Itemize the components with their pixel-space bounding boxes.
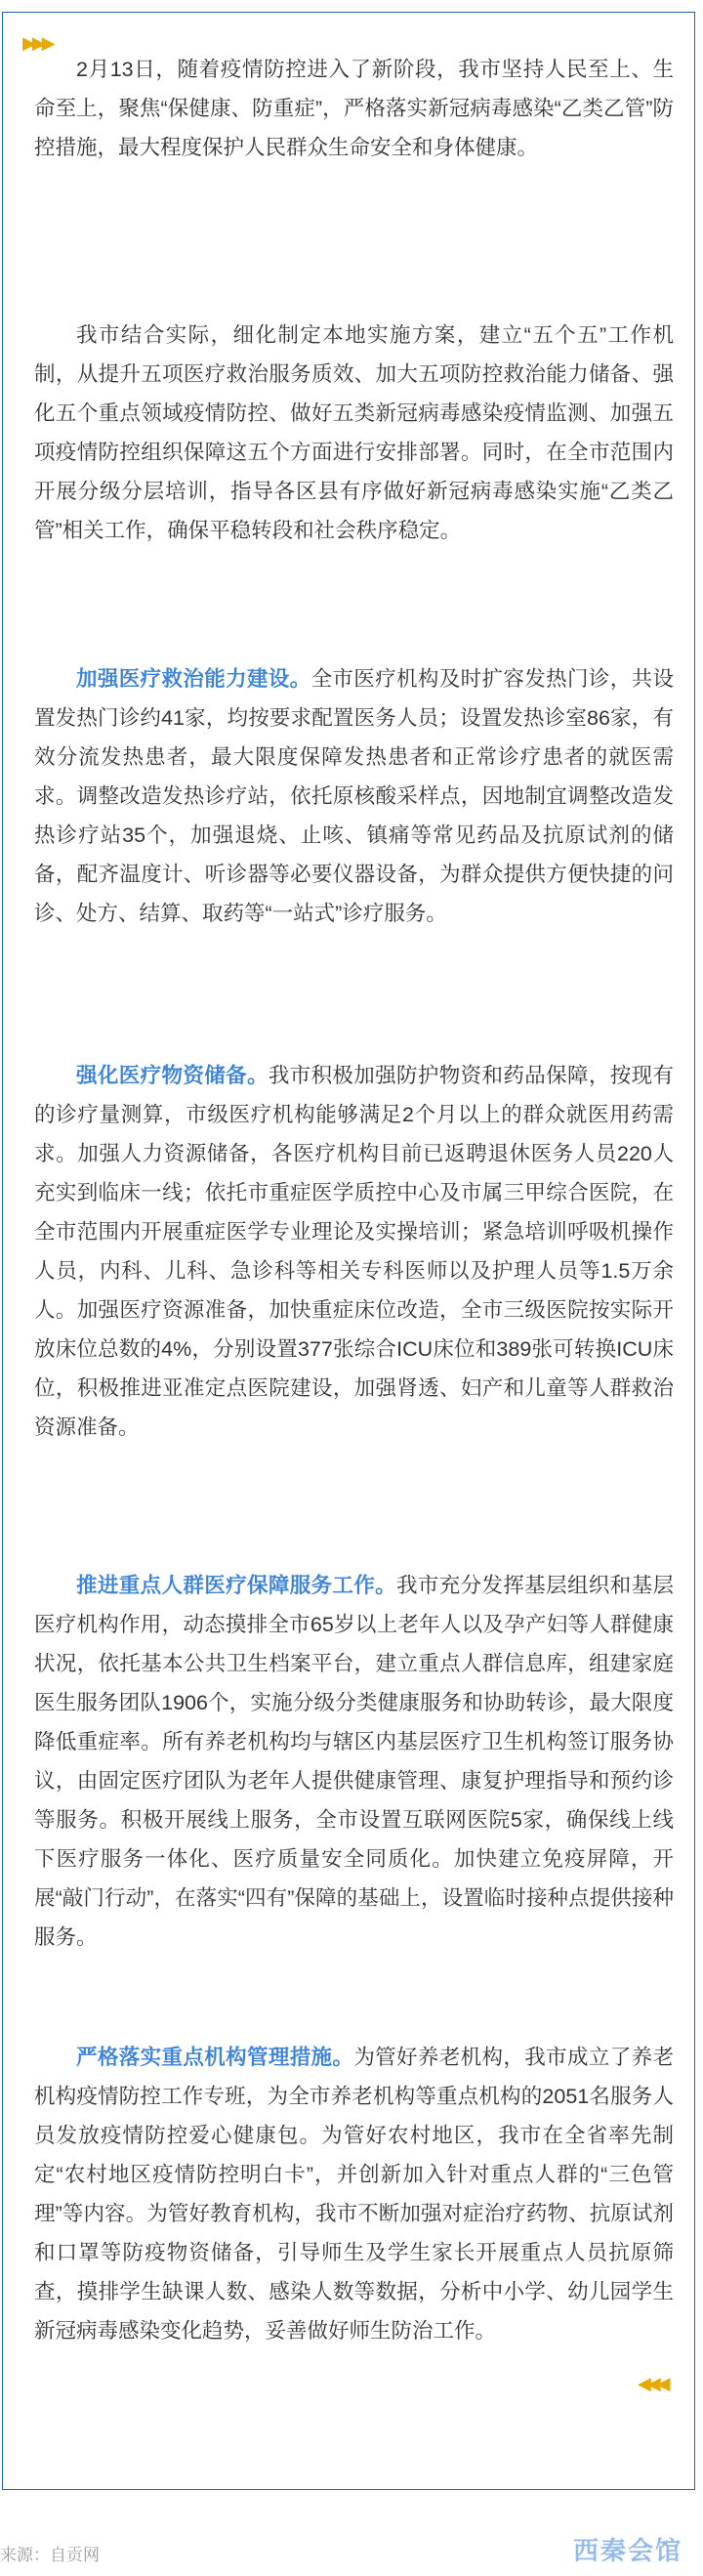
paragraph-lead: 加强医疗救治能力建设。 xyxy=(76,667,311,691)
page-footer xyxy=(0,2523,703,2576)
paragraph-lead: 强化医疗物资储备。 xyxy=(76,1064,269,1087)
paragraph-text: 我市结合实际，细化制定本地实施方案，建立“五个五”工作机制，从提升五项医疗救治服务质效、加大五项防控救治能力储备、强化五个重点领域疫情防控、做好五类新冠病毒感染疫情监测、加强五项疫情防控组织保障这五个方面进行安排部署。同时，在全市范围内开展分级分层培训，指导各区县有序做好新冠病毒感染实施“乙类乙管”相关工作，确保平稳转段和社会秩序稳定。 xyxy=(34,323,674,542)
paragraph-institutions xyxy=(34,2038,674,2350)
brand-logo-watermark: 西秦会馆 xyxy=(573,2536,683,2565)
paragraph-supplies xyxy=(34,1056,674,1447)
end-marker-icon: ◀◀◀ xyxy=(638,2374,667,2393)
paragraph-text: 我市积极加强防护物资和药品保障，按现有的诊疗量测算，市级医疗机构能够满足2个月以上的群众就医用药需求。加强人力资源储备，各医疗机构目前已返聘退休医务人员220人充实到临床一线；依托市重症医学质控中心及市属三甲综合医院，在全市范围内开展重症医学专业理论及实操培训；紧急培训呼吸机操作人员，内科、儿科、急诊科等相关专科医师以及护理人员等1.5万余人。加强医疗资源准备，加快重症床位改造，全市三级医院按实际开放床位总数的4%，分别设置377张综合ICU床位和389张可转换ICU床位，积极推进亚准定点医院建设，加强肾透、妇产和儿童等人群救治资源准备。 xyxy=(34,1064,674,1439)
paragraph-lead: 严格落实重点机构管理措施。 xyxy=(76,2046,354,2069)
paragraph-text: 为管好养老机构，我市成立了养老机构疫情防控工作专班，为全市养老机构等重点机构的2051名服务人员发放疫情防控爱心健康包。为管好农村地区，我市在全省率先制定“农村地区疫情防控明白卡”，并创新加入针对重点人群的“三色管理”等内容。为管好教育机构，我市不断加强对症治疗药物、抗原试剂和口罩等防疫物资储备，引导师生及学生家长开展重点人员抗原筛查，摸排学生缺课人数、感染人数等数据，分析中小学、幼儿园学生新冠病毒感染变化趋势，妥善做好师生防治工作。 xyxy=(34,2046,674,2343)
paragraph-medical-capacity xyxy=(34,659,674,933)
paragraph-lead: 推进重点人群医疗保障服务工作。 xyxy=(76,1574,397,1597)
paragraph-key-groups xyxy=(34,1566,674,1957)
source-label: 来源：自贡网 xyxy=(0,2546,100,2564)
paragraph-intro xyxy=(34,50,674,167)
start-marker-icon: ▶▶▶ xyxy=(22,33,52,53)
paragraph-mechanism xyxy=(34,316,674,550)
paragraph-text: 全市医疗机构及时扩容发热门诊，共设置发热门诊约41家，均按要求配置医务人员；设置发热诊室86家，有效分流发热患者，最大限度保障发热患者和正常诊疗患者的就医需求。调整改造发热诊疗站，依托原核酸采样点，因地制宜调整改造发热诊疗站35个，加强退烧、止咳、镇痛等常见药品及抗原试剂的储备，配齐温度计、听诊器等必要仪器设备，为群众提供方便快捷的问诊、处方、结算、取药等“一站式”诊疗服务。 xyxy=(34,667,674,925)
article-frame xyxy=(2,12,695,2490)
paragraph-text: 我市充分发挥基层组织和基层医疗机构作用，动态摸排全市65岁以上老年人以及孕产妇等人群健康状况，依托基本公共卫生档案平台，建立重点人群信息库，组建家庭医生服务团队1906个，实施分级分类健康服务和协助转诊，最大限度降低重症率。所有养老机构均与辖区内基层医疗卫生机构签订服务协议，由固定医疗团队为老年人提供健康管理、康复护理指导和预约诊等服务。积极开展线上服务，全市设置互联网医院5家，确保线上线下医疗服务一体化、医疗质量安全同质化。加快建立免疫屏障，开展“敲门行动”，在落实“四有”保障的基础上，设置临时接种点提供接种服务。 xyxy=(34,1574,674,1949)
paragraph-text: 2月13日，随着疫情防控进入了新阶段，我市坚持人民至上、生命至上，聚焦“保健康、防重症”，严格落实新冠病毒感染“乙类乙管”防控措施，最大程度保护人民群众生命安全和身体健康。 xyxy=(34,58,674,159)
